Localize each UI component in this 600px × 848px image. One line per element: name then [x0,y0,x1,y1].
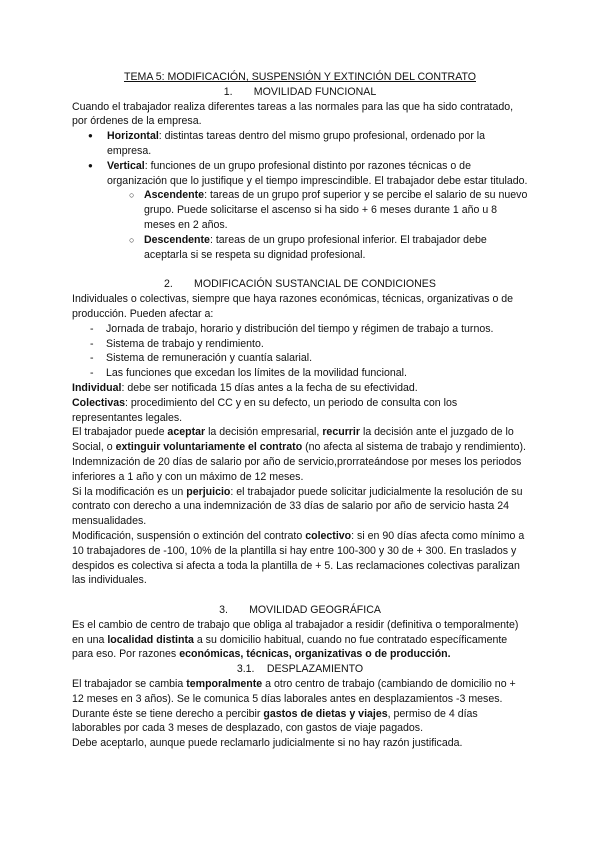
list-item: - Sistema de remuneración y cuantía salarial. [72,351,528,366]
section-2-title: MODIFICACIÓN SUSTANCIAL DE CONDICIONES [194,278,436,291]
term-colectivas: Colectivas [72,396,125,409]
list-item-ascendente [72,188,528,232]
paragraph-movilidad-geografica [72,618,528,662]
document-page [72,70,528,751]
text-descendente: : tareas de un grupo profesional inferior. El trabajador debe aceptarla si se respeta su dignidad profesional. [144,233,487,261]
list-item-horizontal [72,129,528,159]
paragraph-desplazamiento [72,677,528,736]
term-localidad-distinta: localidad distinta [107,633,194,646]
term-horizontal: Horizontal [107,130,159,143]
term-temporalmente: temporalmente [186,678,263,691]
paragraph-colectivas [72,396,528,426]
term-gastos: gastos de dietas y viajes [263,707,388,720]
term-descendente: Descendente [144,233,210,246]
section-2-heading [72,277,528,292]
section-2-intro: Individuales o colectivas, siempre que haya razones económicas, técnicas, organizativas o de producción. Pueden afectar a: [72,293,514,320]
document-title: TEMA 5: MODIFICACIÓN, SUSPENSIÓN Y EXTINCIÓN DEL CONTRATO [123,71,476,83]
text-span: (no afecta al sistema de trabajo y rendimiento). Indemnización de 20 días de salario por año de servicio,prorrateándose por meses los periodos inferiores a 1 año y con un máximo de 12 meses. [72,441,526,483]
term-aceptar: aceptar [167,426,206,439]
text-span: a otro centro de trabajo (cambiando de domicilio no + 12 meses en 3 años). Se le comunica 5 días laborales antes en desplazamientos -3 meses. Durante éste se tiene derecho a percibir [72,678,516,720]
list-item: - Sistema de trabajo y rendimiento. [72,337,528,352]
section-1-number: 1. [223,85,233,98]
text-span: : el trabajador puede solicitar judicialmente la resolución de su contrato con derecho a una indemnización de 33 días de salario por año de servicio hasta 24 mensualidades. [72,485,523,528]
paragraph-individual [72,381,528,396]
section-3-heading [72,603,528,618]
paragraph-colectivo [72,529,528,588]
text-span: Si la modificación es un [72,485,187,498]
term-individual: Individual [72,381,122,394]
subsection-3-1-heading [72,662,528,677]
section-2-list [72,322,528,381]
text-span: la decisión empresarial, [205,426,323,439]
text-horizontal: : distintas tareas dentro del mismo grupo profesional, ordenado por la empresa. [107,130,486,157]
list-item: - Las funciones que excedan los límites de la movilidad funcional. [72,366,528,381]
text-span: Modificación, suspensión o extinción del contrato [72,529,306,542]
term-recurrir: recurrir [322,426,361,439]
term-vertical: Vertical [107,159,145,172]
section-1-title: MOVILIDAD FUNCIONAL [253,85,377,98]
text-colectivas: : procedimiento del CC y en su defecto, un periodo de consulta con los representantes legales. [72,396,458,424]
text-span: , permiso de 4 días laborables por cada 3 meses de desplazado, con gastos de viaje pagados. [72,707,478,735]
list-item: - Jornada de trabajo, horario y distribución del tiempo y régimen de trabajo a turnos. [72,322,528,337]
text-vertical: : funciones de un grupo profesional distinto por razones técnicas o de organización que lo justifique y el tiempo imprescindible. El trabajador debe estar titulado. [107,159,528,187]
paragraph-opciones [72,425,528,484]
section-1-list [72,129,528,262]
list-item-vertical [72,159,528,189]
text-span: : si en 90 días afecta como mínimo a 10 trabajadores de -100, 10% de la plantilla si hay entre 100-300 y 30 de + 300. En traslados y despidos es colectiva si afecta a toda la plantilla de + 5. Las reclamaciones colectivas paralizan las individuales. [72,529,525,587]
list-item-descendente [72,233,528,263]
text-span: a su domicilio habitual, cuando no fue contratado específicamente para eso. Por razones [72,633,508,661]
text-span: la decisión ante el juzgado de lo Social, o [72,426,514,454]
text-span: El trabajador puede [72,426,168,439]
section-2-number: 2. [164,278,173,291]
term-razones: económicas, técnicas, organizativas o de producción. [179,648,451,661]
text-ascendente: : tareas de un grupo prof superior y se percibe el salario de su nuevo grupo. Puede solicitarse el ascenso si ha sido + 6 meses durante 1 año u 8 meses en 2 años. [144,189,528,231]
section-3-title: MOVILIDAD GEOGRÁFICA [249,604,381,617]
subsection-3-1-title: DESPLAZAMIENTO [266,663,364,676]
text-span: Es el cambio de centro de trabajo que obliga al trabajador a residir (definitiva o temporalmente) en una [72,618,519,646]
term-perjuicio: perjuicio [186,485,231,498]
paragraph-perjuicio [72,485,528,529]
section-3-number: 3. [219,604,228,617]
subsection-3-1-number: 3.1. [236,663,255,676]
term-extinguir: extinguir voluntariamente el contrato [115,441,303,454]
section-1-heading [72,85,528,100]
section-1-intro: Cuando el trabajador realiza diferentes tareas a las normales para las que ha sido contratado, por órdenes de la empresa. [72,100,514,128]
paragraph-aceptarlo: Debe aceptarlo, aunque puede reclamarlo judicialmente si no hay razón justificada. [72,737,463,750]
term-colectivo: colectivo [305,529,352,542]
text-individual: : debe ser notificada 15 días antes a la fecha de su efectividad. [121,381,418,394]
text-span: El trabajador se cambia [72,678,187,691]
term-ascendente: Ascendente [144,189,205,202]
